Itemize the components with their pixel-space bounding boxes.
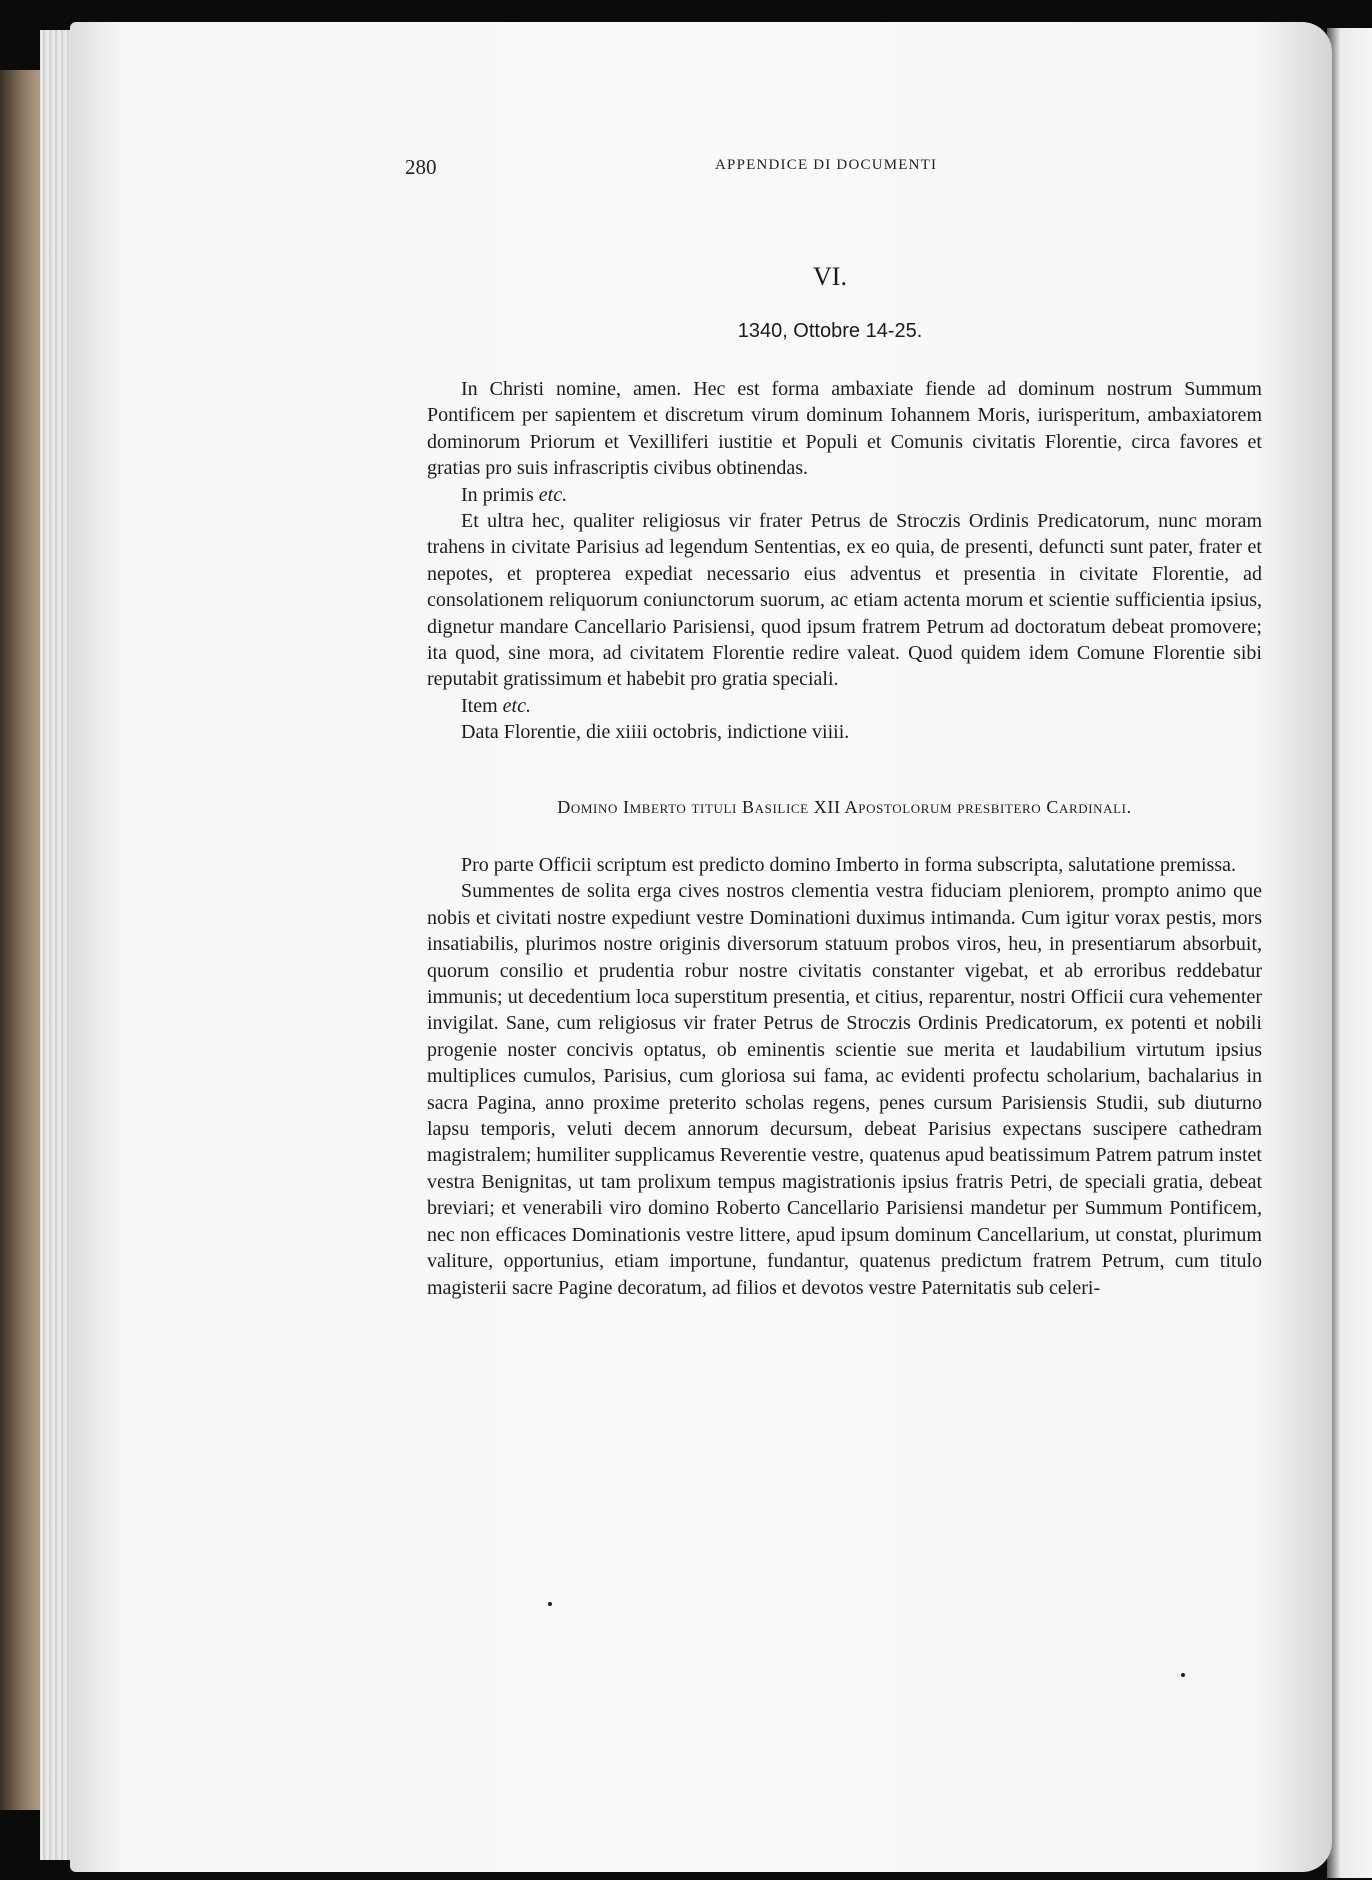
document-date: 1340, Ottobre 14-25. — [737, 320, 923, 342]
ink-speck — [1181, 1673, 1185, 1677]
page-header — [405, 155, 1355, 185]
letter-to-cardinal — [427, 852, 1262, 1301]
ambassador-instructions — [427, 376, 1262, 746]
paragraph: Et ultra hec, qualiter religiosus vir frater Petrus de Stroczis Ordinis Predicatorum, nunc moram trahens in civitate Parisius ad legendum Sententias, ex eo quia, de presenti, defuncti sunt pater, frater et nepotes, et propterea expediat necessario eius adventus et presentia in civitate Florentie, ad consolationem reliquorum coniunctorum suorum, ac etiam actenta morum et scientie sufficientia ipsius, dignetur mandare Cancellario Parisiensi, quod ipsum fratrem Petrum ad doctoratum debeat promovere; ita quod, sine mora, ad civitatem Florentie redire valeat. Quod quidem idem Comune Florentie sibi reputabit gratissimum et habebit pro gratia speciali. — [427, 510, 1262, 691]
etc-abbreviation: etc. — [538, 483, 568, 506]
letter-address: Domino Imberto tituli Basilice XII Apostolorum presbitero Cardinali. — [557, 797, 1132, 817]
page-number: 280 — [405, 155, 437, 179]
facing-page-edge — [1327, 28, 1372, 1878]
paragraph-text: In primis — [461, 483, 539, 506]
ink-speck — [548, 1602, 552, 1606]
paragraph: In Christi nomine, amen. Hec est forma ambaxiate fiende ad dominum nostrum Summum Pontificem per sapientem et discretum virum dominum Iohannem Moris, iurisperitum, ambaxiatorem dominorum Priorum et Vexilliferi iustitie et Populi et Comunis civitatis Florentie, circa favores et gratias pro suis infrascriptis civibus obtinendas. — [427, 378, 1262, 480]
paragraph-text: Item — [461, 694, 503, 717]
document-number: VI. — [813, 262, 847, 291]
paragraph — [427, 482, 1262, 508]
dating-clause: Data Florentie, die xiiii octobris, indictione viiii. — [461, 721, 850, 744]
etc-abbreviation: etc. — [502, 694, 531, 717]
paragraph — [427, 693, 1262, 719]
running-title: APPENDICE DI DOCUMENTI — [715, 157, 938, 173]
paragraph: Summentes de solita erga cives nostros clementia vestra fiduciam pleniorem, prompto animo que nobis et civitati nostre expediunt vestre Dominationi duximus intimanda. Cum igitur vorax pestis, mors insatiabilis, plurimos nostre originis diversorum statuum probos viros, heu, in presentiarum absorbuit, quorum consilio et prudentia robur nostre civitatis constanter vigebat, et ab erroribus reddebatur immunis; ut decedentium loca superstitum presentia, et citius, reparentur, nostri Officii cura vehementer invigilat. Sane, cum religiosus vir frater Petrus de Stroczis Ordinis Predicatorum, ex potenti et nobili progenie noster concivis optatus, ob eminentis scientie sue merita et laudabilium virtutum ipsius multiplices cumulos, Parisius, cum gloriosa sui fama, ac evidenti profectu scholarium, bachalarius in sacra Pagina, anno proxime preterito scholas regens, penes cursum Parisiensis Studii, sub diuturno lapsu temporis, veluti decem annorum decursum, debeat Parisius expectans suscipere cathedram magistralem; humiliter supplicamus Reverentie vestre, quatenus apud beatissimum Patrem patrum instet vestra Benignitas, ut tam prolixum tempus magistrationis ipsius fratris Petri, de speciali gratia, debeat breviari; et venerabili viro domino Roberto Cancellario Parisiensi mandetur per Summum Pontificem, nec non efficaces Dominationis vestre littere, apud ipsum dominum Cancellarium, ut constat, plurimum valiture, opportunius, etiam importune, fundantur, quatenus predictum fratrem Petrum, cum titulo magisterii sacre Pagine decoratum, ad filios et devotos vestre Paternitatis sub celeri- — [427, 880, 1262, 1299]
paragraph: Pro parte Officii scriptum est predicto domino Imberto in forma subscripta, salutatione premissa. — [461, 854, 1236, 876]
